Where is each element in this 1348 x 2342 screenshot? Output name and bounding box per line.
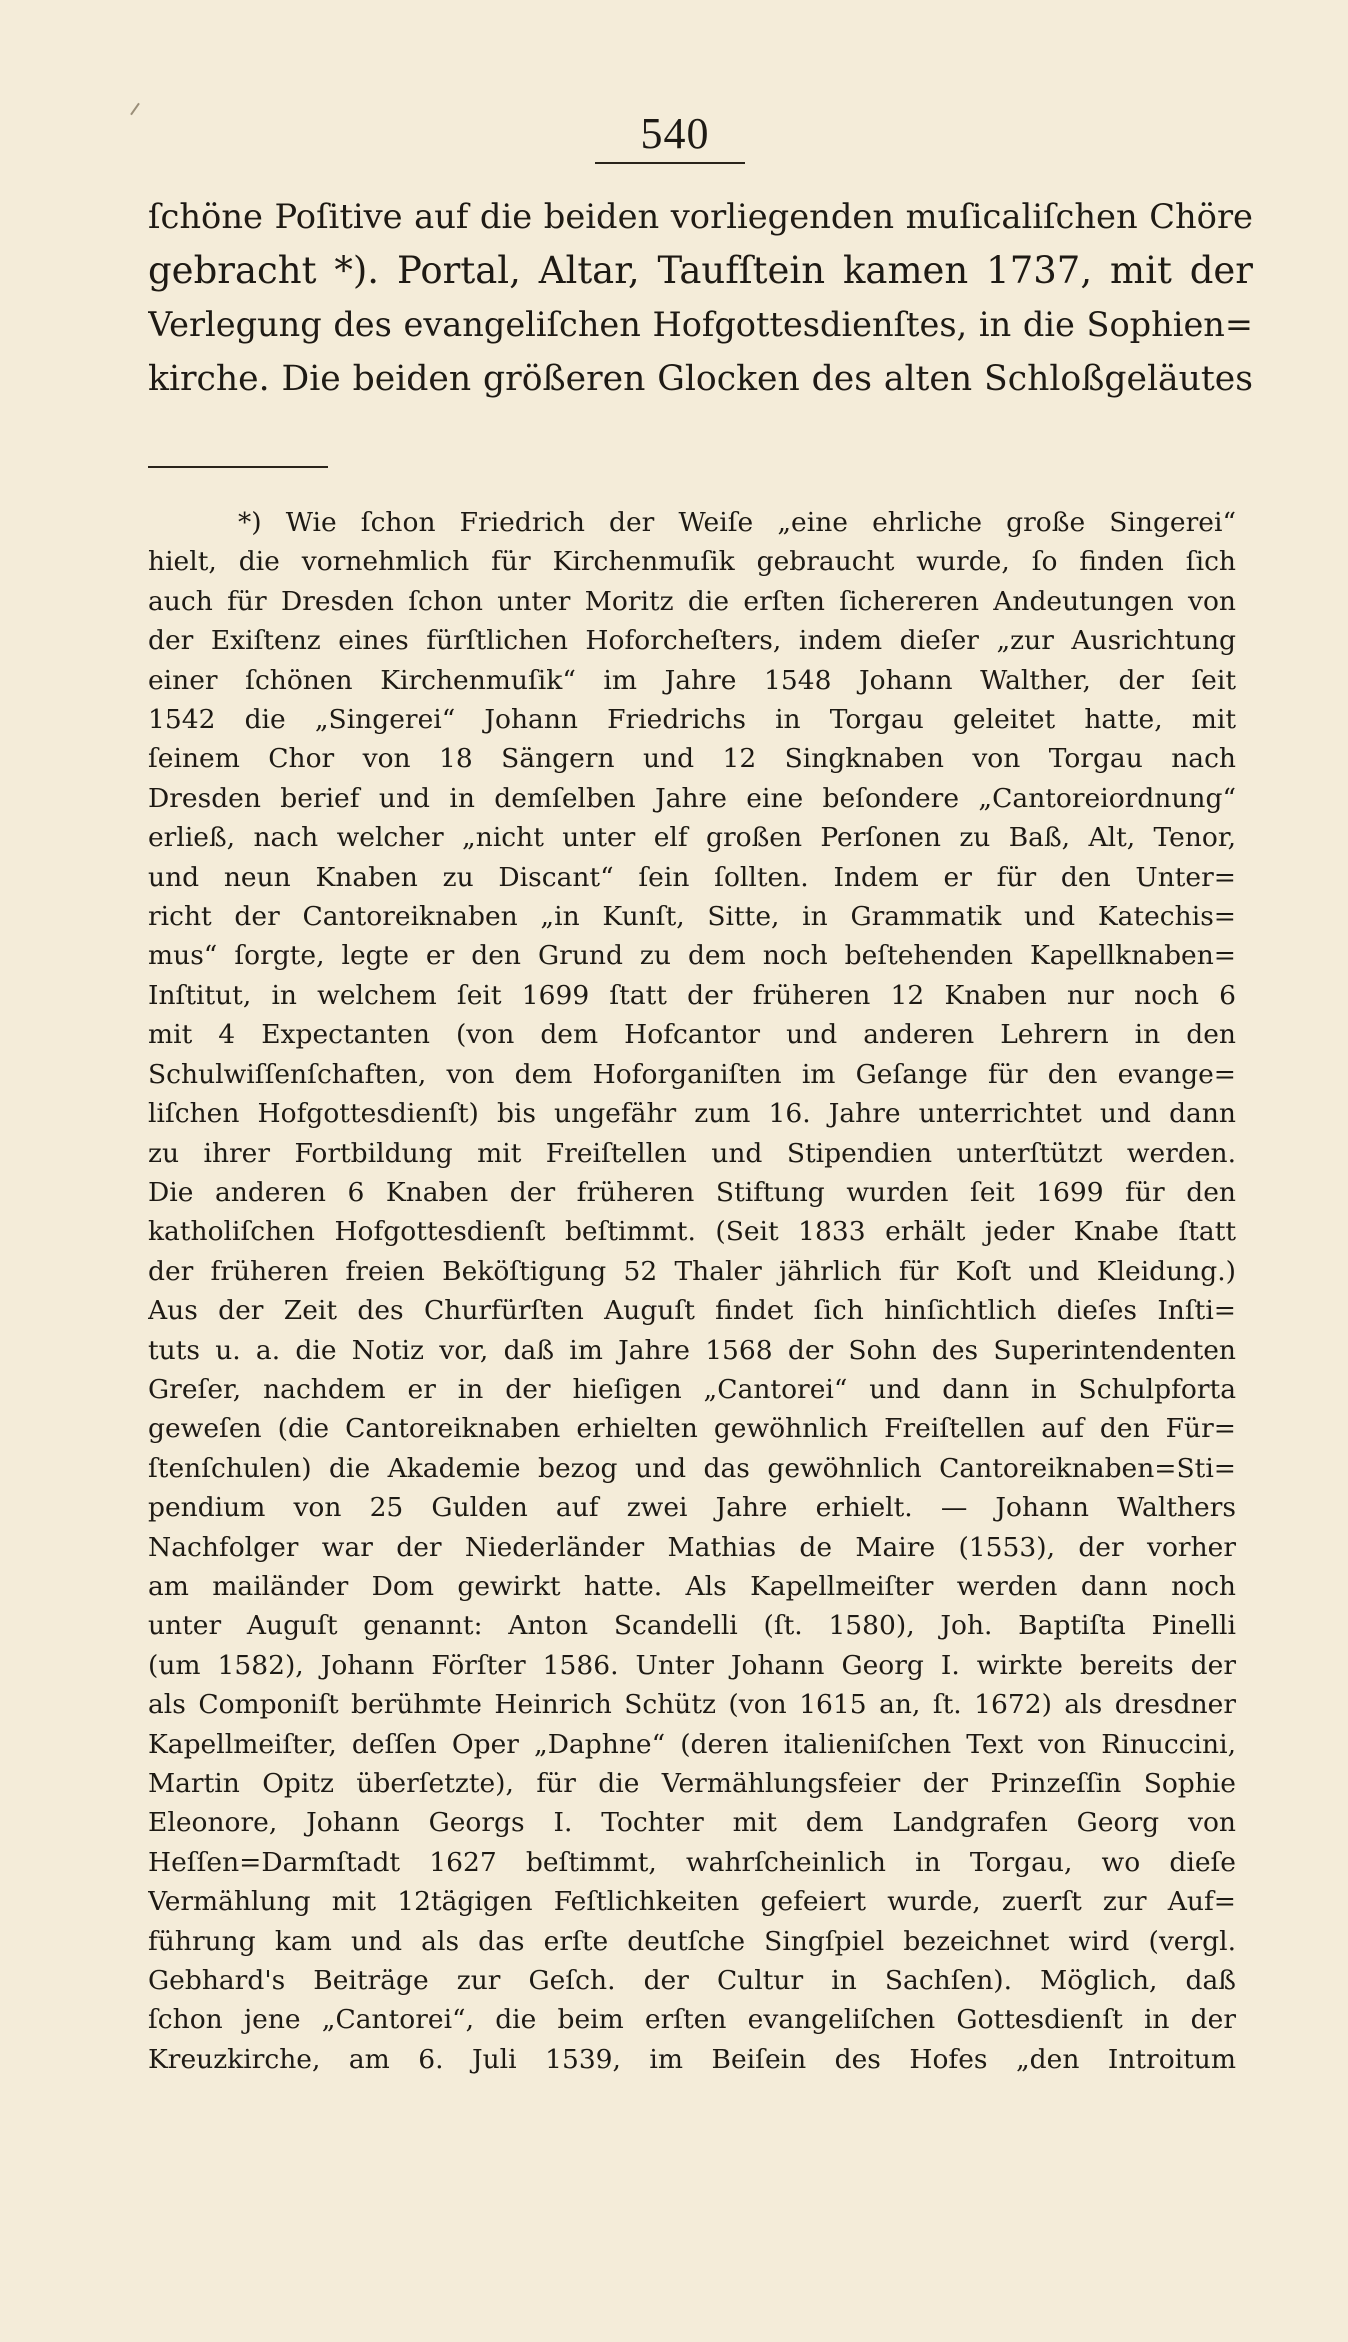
footnote-line: Gebhard's Beiträge zur Geſch. der Cultur in Sachſen). Möglich, daß <box>148 1965 1236 1997</box>
margin-mark <box>130 103 140 116</box>
footnote-line: der Exiſtenz eines fürſtlichen Hoforcheſters, indem dieſer „zur Ausrichtung <box>148 625 1236 657</box>
footnote-separator <box>148 466 328 468</box>
footnote-line: ſchon jene „Cantorei“, die beim erſten evangeliſchen Gottesdienſt in der <box>148 2004 1236 2036</box>
footnote-line: Greſer, nachdem er in der hieſigen „Cantorei“ und dann in Schulpforta <box>148 1373 1236 1405</box>
footnote-line: *) Wie ſchon Friedrich der Weiſe „eine ehrliche große Singerei“ <box>238 507 1236 538</box>
footnote-line: auch für Dresden ſchon unter Moritz die erſten ſichereren Andeutungen von <box>148 585 1236 617</box>
footnote-line: Die anderen 6 Knaben der früheren Stiftung wurden ſeit 1699 für den <box>148 1176 1236 1208</box>
footnote-line: Dresden berief und in demſelben Jahre eine beſondere „Cantoreiordnung“ <box>148 782 1236 814</box>
footnote-line: und neun Knaben zu Discant“ ſein ſollten. Indem er für den Unter= <box>148 861 1236 893</box>
footnote-line: Inſtitut, in welchem ſeit 1699 ſtatt der früheren 12 Knaben nur noch 6 <box>148 979 1236 1011</box>
footnote-line: Eleonore, Johann Georgs I. Tochter mit dem Landgrafen Georg von <box>148 1807 1236 1839</box>
page-number-rule <box>595 162 745 164</box>
footnote-line: geweſen (die Cantoreiknaben erhielten gewöhnlich Freiſtellen auf den Für= <box>148 1413 1236 1445</box>
main-text-line: Verlegung des evangeliſchen Hofgottesdienſtes, in die Sophien= <box>148 305 1253 344</box>
footnote-line: ſtenſchulen) die Akademie bezog und das gewöhnlich Cantoreiknaben=Sti= <box>148 1452 1236 1484</box>
footnote-line: pendium von 25 Gulden auf zwei Jahre erhielt. — Johann Walthers <box>148 1492 1236 1524</box>
footnote-line: hielt, die vornehmlich für Kirchenmuſik gebraucht wurde, ſo finden ſich <box>148 546 1236 578</box>
footnote-line: Nachfolger war der Niederländer Mathias de Maire (1553), der vorher <box>148 1531 1236 1563</box>
footnote-line: erließ, nach welcher „nicht unter elf großen Perſonen zu Baß, Alt, Tenor, <box>148 822 1236 854</box>
footnote-line: mus“ ſorgte, legte er den Grund zu dem noch beſtehenden Kapellknaben= <box>148 940 1236 972</box>
footnote-line: Vermählung mit 12tägigen Feſtlichkeiten gefeiert wurde, zuerſt zur Auf= <box>148 1886 1236 1918</box>
footnote-line: tuts u. a. die Notiz vor, daß im Jahre 1568 der Sohn des Superintendenten <box>148 1334 1236 1366</box>
footnote-line: unter Auguſt genannt: Anton Scandelli (ſt. 1580), Joh. Baptiſta Pinelli <box>148 1610 1236 1642</box>
main-text-line: ſchöne Poſitive auf die beiden vorliegenden muſicaliſchen Chöre <box>148 197 1253 236</box>
footnote-line: liſchen Hofgottesdienſt) bis ungefähr zum 16. Jahre unterrichtet und dann <box>148 1098 1236 1130</box>
footnote-line: Kreuzkirche, am 6. Juli 1539, im Beiſein des Hofes „den Introitum <box>148 2043 1236 2075</box>
footnote-line: (um 1582), Johann Förſter 1586. Unter Johann Georg I. wirkte bereits der <box>148 1649 1236 1681</box>
footnote-line: Aus der Zeit des Churfürſten Auguſt findet ſich hinſichtlich dieſes Inſti= <box>148 1295 1236 1327</box>
footnote-line: 1542 die „Singerei“ Johann Friedrichs in Torgau geleitet hatte, mit <box>148 704 1236 736</box>
page-number: 540 <box>640 109 710 158</box>
footnote-line: katholiſchen Hofgottesdienſt beſtimmt. (Seit 1833 erhält jeder Knabe ſtatt <box>148 1216 1236 1248</box>
footnote <box>148 503 1236 2079</box>
footnote-line: als Componiſt berühmte Heinrich Schütz (von 1615 an, ſt. 1672) als dresdner <box>148 1689 1236 1721</box>
footnote-line: Heſſen=Darmſtadt 1627 beſtimmt, wahrſcheinlich in Torgau, wo dieſe <box>148 1846 1236 1878</box>
footnote-line: Kapellmeiſter, deſſen Oper „Daphne“ (deren italieniſchen Text von Rinuccini, <box>148 1728 1236 1760</box>
main-text-line: gebracht *). Portal, Altar, Taufſtein kamen 1737, mit der <box>148 249 1253 292</box>
footnote-line: zu ihrer Fortbildung mit Freiſtellen und Stipendien unterſtützt werden. <box>148 1137 1236 1169</box>
footnote-line: mit 4 Expectanten (von dem Hofcantor und anderen Lehrern in den <box>148 1019 1236 1051</box>
footnote-line: richt der Cantoreiknaben „in Kunſt, Sitte, in Grammatik und Katechis= <box>148 901 1236 933</box>
footnote-line: Martin Opitz überſetzte), für die Vermählungsfeier der Prinzeſſin Sophie <box>148 1768 1236 1799</box>
footnote-line: ſeinem Chor von 18 Sängern und 12 Singknaben von Torgau nach <box>148 743 1236 775</box>
footnote-line: führung kam und als das erſte deutſche Singſpiel bezeichnet wird (vergl. <box>148 1925 1236 1957</box>
footnote-line: Schulwiſſenſchaften, von dem Hoforganiſten im Geſange für den evange= <box>148 1058 1236 1090</box>
main-text-line: kirche. Die beiden größeren Glocken des alten Schloßgeläutes <box>148 359 1253 399</box>
footnote-line: der früheren freien Beköſtigung 52 Thaler jährlich für Koſt und Kleidung.) <box>148 1255 1236 1287</box>
main-text <box>148 190 1253 406</box>
footnote-line: einer ſchönen Kirchenmuſik“ im Jahre 1548 Johann Walther, der ſeit <box>148 664 1236 696</box>
footnote-line: am mailänder Dom gewirkt hatte. Als Kapellmeiſter werden dann noch <box>148 1570 1236 1602</box>
